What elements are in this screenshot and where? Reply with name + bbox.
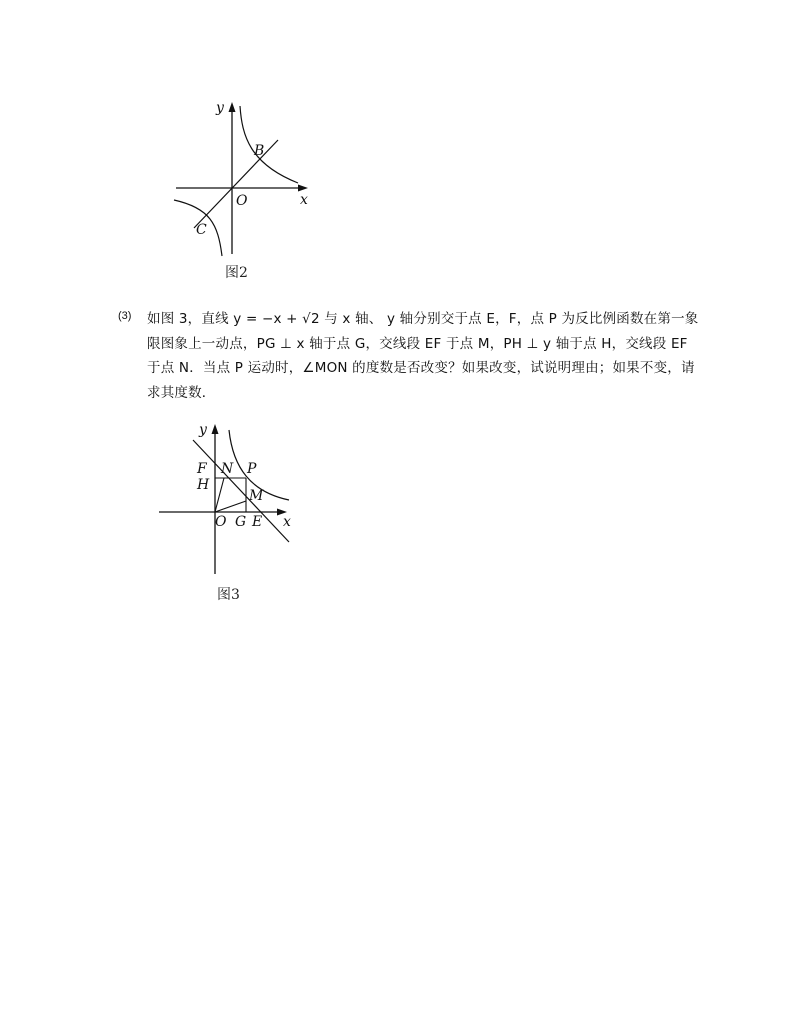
segment-om <box>215 501 246 512</box>
question-text <box>147 307 705 405</box>
label-origin: O <box>236 193 248 209</box>
figure-3-caption: 图3 <box>217 587 240 603</box>
figure-3-graph <box>155 418 305 583</box>
figure-2-graph <box>170 96 320 261</box>
label-m: M <box>249 488 264 504</box>
figure-2 <box>170 96 320 261</box>
label-f: F <box>197 461 207 477</box>
label-origin: O <box>215 514 227 530</box>
label-c: C <box>196 222 207 238</box>
y-axis-arrow-icon <box>212 424 219 434</box>
label-b: B <box>254 143 265 159</box>
question-line-3: 于点 N．当点 P 运动时，∠MON 的度数是否改变？如果改变，试说明理由；如果不变，请 <box>147 360 695 376</box>
label-y: y <box>199 422 207 438</box>
label-x: x <box>283 514 291 530</box>
figure-2-caption: 图2 <box>225 265 248 281</box>
label-g: G <box>235 514 247 530</box>
label-p: P <box>247 461 257 477</box>
question-line-2: 限图象上一动点，PG ⊥ x 轴于点 G，交线段 EF 于点 M，PH ⊥ y 轴于点 H，交线段 EF <box>147 335 688 352</box>
question-number: (3) <box>118 310 132 322</box>
segment-on <box>215 478 224 512</box>
y-axis-arrow-icon <box>229 102 236 112</box>
question-line-4: 求其度数． <box>147 384 216 401</box>
label-x: x <box>300 192 308 208</box>
label-e: E <box>252 514 263 530</box>
label-h: H <box>197 477 210 493</box>
figure-3 <box>155 418 305 583</box>
label-y: y <box>216 100 224 116</box>
x-axis-arrow-icon <box>298 185 308 192</box>
label-n: N <box>221 461 234 477</box>
question-line-1: 如图 3，直线 y = −x + √2 与 x 轴、 y 轴分别交于点 E，F，点 P 为反比例函数在第一象 <box>147 311 699 327</box>
